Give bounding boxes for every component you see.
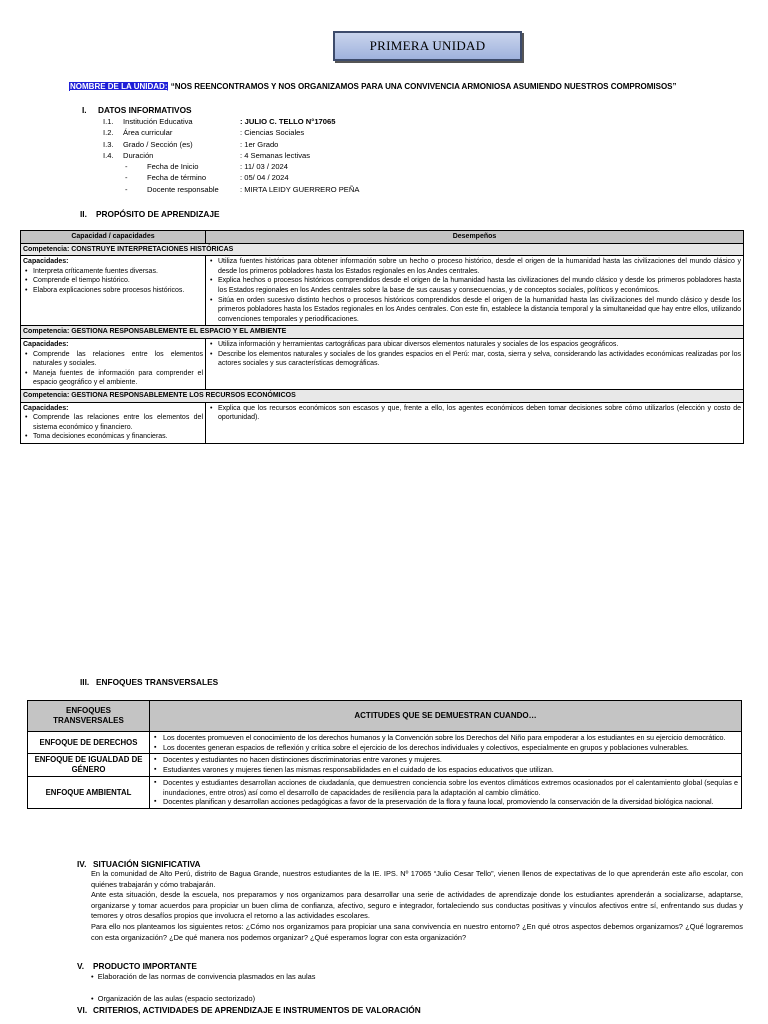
section-6-heading: VI. CRITERIOS, ACTIVIDADES DE APRENDIZAJE E INSTRUMENTOS DE VALORACIÓN xyxy=(77,1005,421,1015)
info-row-duracion: I.4. Duración : 4 Semanas lectivas xyxy=(103,150,311,160)
header-actitudes: ACTITUDES QUE SE DEMUESTRAN CUANDO… xyxy=(150,701,742,732)
table-row xyxy=(21,402,744,443)
list-item: ▪ Los docentes generan espacios de reflexión y crítica sobre el ejercicio de los derechos individuales y colectivos, especialmente en grupos y poblaciones vulnerables. xyxy=(163,743,738,753)
list-item: • Comprende las relaciones entre los elementos naturales y sociales. xyxy=(33,350,203,369)
list-item: • Comprende las relaciones entre los elementos del sistema económico y financiero. xyxy=(33,413,203,432)
header-capacidades: Capacidad / capacidades xyxy=(21,231,206,244)
unit-name xyxy=(69,82,677,91)
proposito-table xyxy=(20,230,744,444)
table-header-row xyxy=(28,701,742,732)
info-row-grado: I.3. Grado / Sección (es) : 1er Grado xyxy=(103,139,279,149)
list-item: • Maneja fuentes de información para comprender el espacio geográfico y el ambiente. xyxy=(33,369,203,388)
desempenos-cell xyxy=(206,338,744,389)
list-item: • Utiliza información y herramientas cartográficas para ubicar diversos elementos naturales y sociales de los espacios geográficos. xyxy=(218,340,741,350)
header-enfoques: ENFOQUES TRANSVERSALES xyxy=(28,701,150,732)
list-item: • Describe los elementos naturales y sociales de los grandes espacios en el Perú: mar, costa, sierra y selva, considerando las actividades económicas realizadas por los actores sociales y sus características demográficas. xyxy=(218,350,741,369)
list-item: • Explica que los recursos económicos son escasos y que, frente a ello, los agentes económicos deben tomar decisiones sobre cómo utilizarlos (elección y costo de oportunidad). xyxy=(218,404,741,423)
producto-item: • Elaboración de las normas de convivencia plasmados en las aulas xyxy=(91,972,316,981)
list-item: • Interpreta críticamente fuentes diversas. xyxy=(33,267,203,277)
enfoques-table xyxy=(27,700,742,809)
table-row xyxy=(28,754,742,776)
unit-title: PRIMERA UNIDAD xyxy=(333,31,522,61)
info-row-institucion: I.1. Institución Educativa : JULIO C. TELLO N°17065 xyxy=(103,117,336,126)
unit-name-label: NOMBRE DE LA UNIDAD: xyxy=(70,82,168,91)
info-row-area: I.2. Área curricular : Ciencias Sociales xyxy=(103,128,305,138)
enfoque-ambiental: ENFOQUE AMBIENTAL xyxy=(28,776,150,808)
enfoque-derechos: ENFOQUE DE DERECHOS xyxy=(28,732,150,754)
list-item: • Toma decisiones económicas y financieras. xyxy=(33,432,203,442)
table-header-row xyxy=(21,231,744,244)
header-desempenos: Desempeños xyxy=(206,231,744,244)
table-row xyxy=(21,338,744,389)
list-item: • Utiliza fuentes históricas para obtener información sobre un hecho o proceso histórico, desde el origen de la humanidad hasta las civilizaciones del mundo clásico y desde los primeros pobladores hasta los Estados regionales en los Andes centrales. xyxy=(218,257,741,276)
list-item: ▪ Docentes y estudiantes no hacen distinciones discriminatorias entre varones y mujeres. xyxy=(163,755,738,765)
capacidades-cell: Capacidades: • Comprende las relaciones entre los elementos naturales y sociales. • Maneja fuentes de información para comprender el espacio geográfico y el ambiente. xyxy=(21,338,206,389)
table-row xyxy=(28,732,742,754)
list-item: ▪ Docentes planifican y desarrollan acciones pedagógicas a favor de la preservación de la flora y fauna local, promoviendo la conservación de la diversidad biológica nacional. xyxy=(163,797,738,807)
situacion-p1: En la comunidad de Alto Perú, distrito de Bagua Grande, nuestros estudiantes de la IE. IPS. Nº 17065 “Julio Cesar Tello”, vienen llenos de expectativas de lo que aprenderán este año escolar, con quiénes trabajarán y cómo trabajarán. xyxy=(91,869,743,889)
producto-item: • Organización de las aulas (espacio sectorizado) xyxy=(91,994,256,1003)
competencia-row: Competencia: GESTIONA RESPONSABLEMENTE LOS RECURSOS ECONÓMICOS xyxy=(21,389,744,402)
section-2-heading: II. PROPÓSITO DE APRENDIZAJE xyxy=(80,209,220,219)
competencia-row: Competencia: CONSTRUYE INTERPRETACIONES HISTÓRICAS xyxy=(21,243,744,256)
list-item: ▪ Docentes y estudiantes desarrollan acciones de ciudadanía, que demuestren conciencia sobre los eventos climáticos extremos ocasionados por el calentamiento global (sequías e inundaciones, entre otros) así como el desarrollo de capacidades de resiliencia para la adaptación al cambio climático. xyxy=(163,778,738,797)
list-item: ▪ Los docentes promueven el conocimiento de los derechos humanos y la Convención sobre los Derechos del Niño para empoderar a los estudiantes en su ejercicio democrático. xyxy=(163,733,738,743)
list-item: ▪ Estudiantes varones y mujeres tienen las mismas responsabilidades en el cuidado de los espacios educativos que utilizan. xyxy=(163,765,738,775)
table-row xyxy=(28,776,742,808)
section-1-heading: I. DATOS INFORMATIVOS xyxy=(82,105,192,115)
section-4-heading: IV. SITUACIÓN SIGNIFICATIVA xyxy=(77,859,201,869)
list-item: • Elabora explicaciones sobre procesos históricos. xyxy=(33,286,203,296)
competencia-row: Competencia: GESTIONA RESPONSABLEMENTE EL ESPACIO Y EL AMBIENTE xyxy=(21,326,744,339)
table-row xyxy=(21,256,744,326)
section-5-heading: V. PRODUCTO IMPORTANTE xyxy=(77,961,197,971)
desempenos-cell xyxy=(206,402,744,443)
info-row-fecha-inicio: - Fecha de Inicio : 11/ 03 / 2024 xyxy=(125,162,288,172)
section-3-heading: III. ENFOQUES TRANSVERSALES xyxy=(80,677,219,687)
info-row-fecha-termino: - Fecha de término : 05/ 04 / 2024 xyxy=(125,173,289,183)
datos-informativos xyxy=(103,116,503,195)
situacion-text xyxy=(91,869,743,943)
list-item: • Sitúa en orden sucesivo distinto hechos o procesos históricos comprendidos desde el origen de la humanidad hasta las civilizaciones del mundo clásico y desde los primeros pobladores hasta los Estados regionales en los Andes centrales. Con este fin, establece la distancia temporal y la simultaneidad que hay entre ellos, utilizando convenciones temporales y periodificaciones. xyxy=(218,296,741,325)
enfoque-igualdad: ENFOQUE DE IGUALDAD DE GÉNERO xyxy=(28,754,150,776)
situacion-p3: Para ello nos planteamos los siguientes retos: ¿Cómo nos organizamos para propiciar una sana convivencia en nuestro entorno? ¿En qué otros aspectos debemos organizarnos? ¿Qué lograremos con esta organización? ¿De qué manera nos podemos organizar? ¿Qué esperamos lograr con esta organización? xyxy=(91,921,743,942)
info-row-docente: - Docente responsable : MIRTA LEIDY GUERRERO PEÑA xyxy=(125,184,360,194)
list-item: • Comprende el tiempo histórico. xyxy=(33,276,203,286)
situacion-p2: Ante esta situación, desde la escuela, nos preparamos y nos organizamos para desarrollar una serie de actividades de aprendizaje donde los estudiantes aprenderán a socializarse, adaptarse, organizarse y tomar acuerdos para propiciar un buen clima de confianza, afectivo, seguro e integrador, fortaleciendo sus conductas positivas y vínculos afectivos entre sí, enfrentando sus dudas y temores y otros desafíos propios que involucra el retorno a las actividades escolares. xyxy=(91,890,743,921)
list-item: • Explica hechos o procesos históricos comprendidos desde el origen de la humanidad hasta las civilizaciones del mundo clásico y desde los primeros pobladores hasta los Estados regionales en los Andes centrales sobre la base de sus causas y consecuencias, y de conceptos sociales, políticos y económicos. xyxy=(218,276,741,295)
capacidades-cell: Capacidades: • Interpreta críticamente fuentes diversas. • Comprende el tiempo histórico. • Elabora explicaciones sobre procesos históricos. xyxy=(21,256,206,326)
unit-name-value: “NOS REENCONTRAMOS Y NOS ORGANIZAMOS PARA UNA CONVIVENCIA ARMONIOSA ASUMIENDO NUESTROS COMPROMISOS” xyxy=(168,82,677,91)
desempenos-cell xyxy=(206,256,744,326)
capacidades-cell: Capacidades: • Comprende las relaciones entre los elementos del sistema económico y financiero. • Toma decisiones económicas y financieras. xyxy=(21,402,206,443)
